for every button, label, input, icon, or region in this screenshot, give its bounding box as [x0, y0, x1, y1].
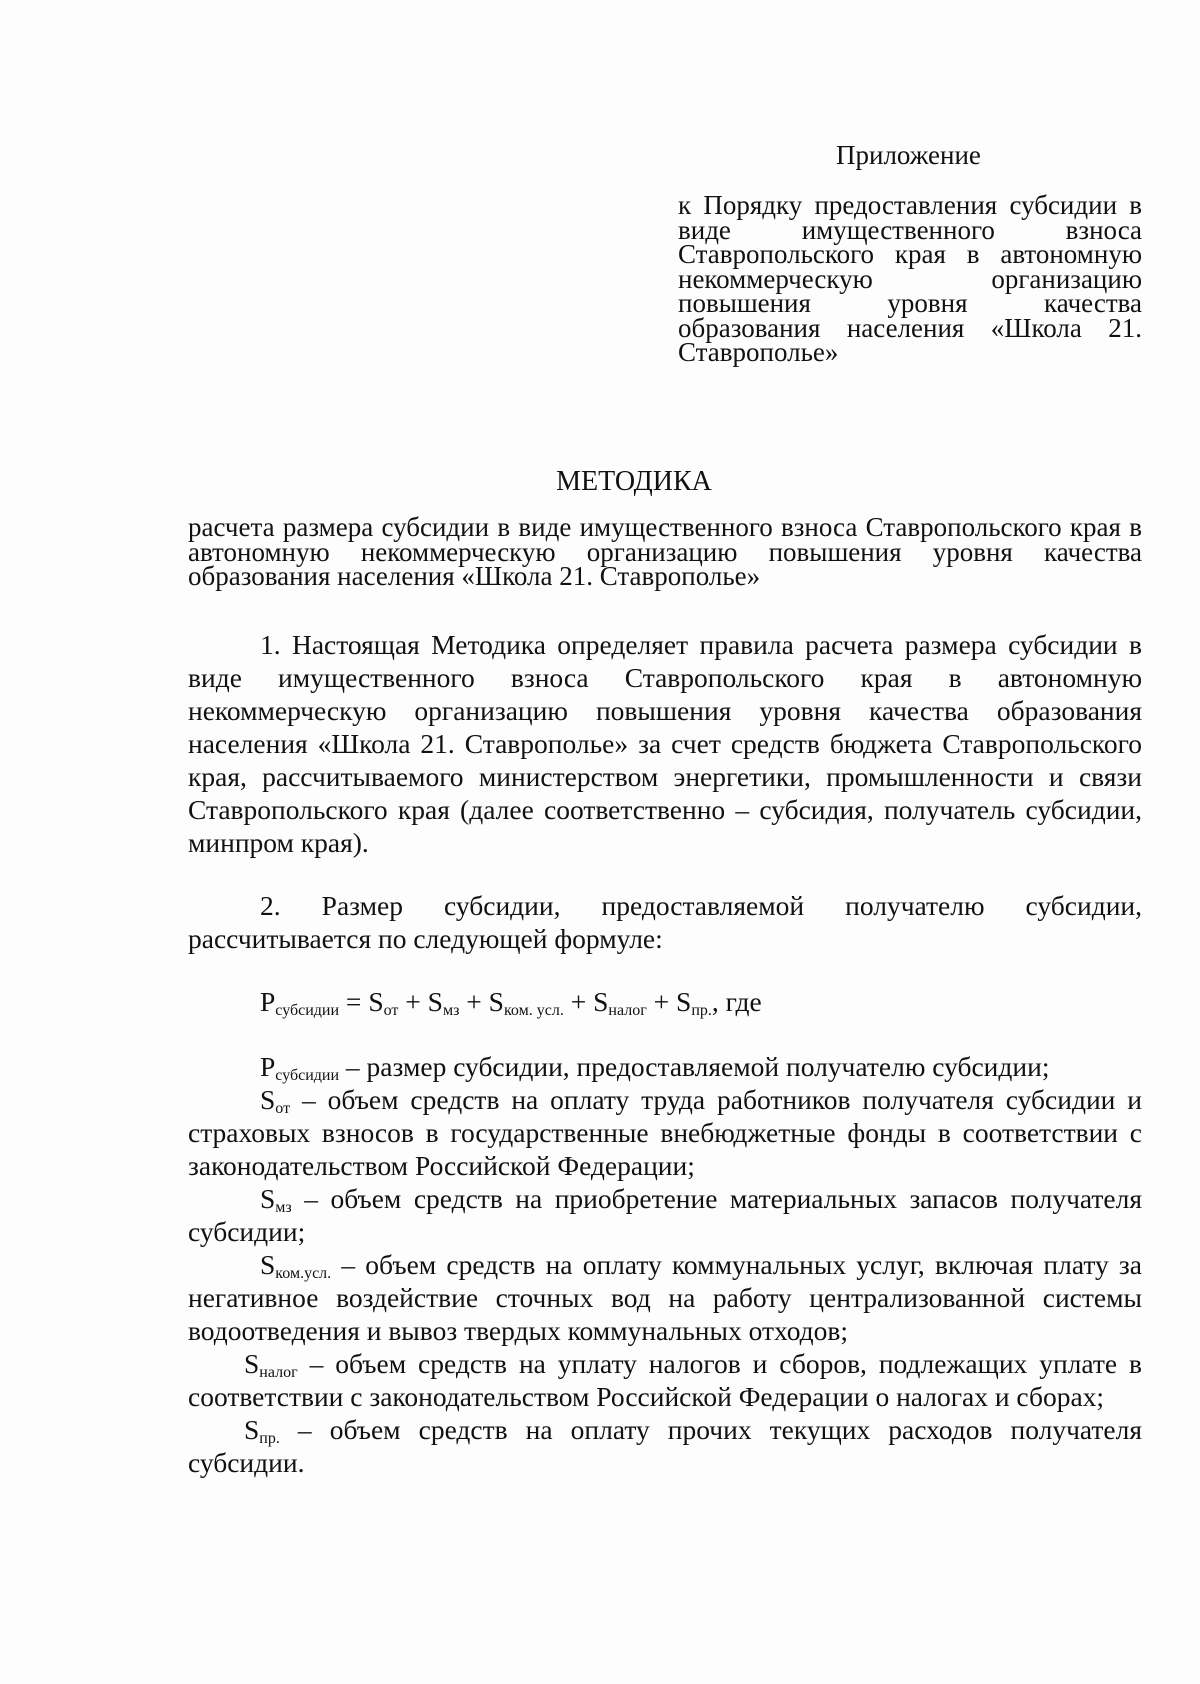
definition-s-kom-usl: [188, 1248, 1142, 1347]
definition-s-nalog: [188, 1347, 1142, 1413]
definition-s-mz: [188, 1182, 1142, 1248]
formula-plus: +: [398, 986, 428, 1017]
formula-term-ot: [368, 986, 398, 1017]
definition-symbol: S: [260, 1084, 276, 1115]
definition-subscript: субсидии: [275, 1067, 340, 1084]
definition-text: – объем средств на уплату налогов и сборов, подлежащих уплате в соответствии с законодательством Российской Федерации о налогах и сборах;: [188, 1348, 1142, 1412]
definition-s-ot: [188, 1083, 1142, 1182]
formula-term-symbol: S: [488, 986, 504, 1017]
formula-plus: +: [563, 986, 594, 1017]
definition-text: – объем средств на приобретение материальных запасов получателя субсидии;: [188, 1183, 1142, 1247]
definition-subscript: налог: [259, 1364, 298, 1381]
formula-term-subscript: налог: [608, 1002, 647, 1019]
definition-subscript: пр.: [259, 1430, 280, 1447]
definition-text: – размер субсидии, предоставляемой получателю субсидии;: [339, 1051, 1050, 1082]
definition-text: – объем средств на оплату труда работников получателя субсидии и страховых взносов в государственные внебюджетные фонды в соответствии с законодательством Российской Федерации;: [188, 1084, 1142, 1181]
formula-term-subscript: пр.: [691, 1002, 712, 1019]
formula-term-symbol: S: [427, 986, 443, 1017]
document-subtitle: расчета размера субсидии в виде имущественного взноса Ставропольского края в автономную некоммерческую организацию повышения уровня качества образования населения «Школа 21. Ставрополье»: [188, 512, 1142, 591]
definition-p-subsidy: [188, 1050, 1142, 1083]
formula-term-subscript: от: [383, 1002, 399, 1019]
definition-symbol: S: [244, 1414, 260, 1445]
formula-equals: =: [339, 986, 369, 1017]
definition-s-pr: [188, 1413, 1142, 1479]
definitions-list: [188, 1050, 1142, 1479]
definition-symbol: S: [260, 1249, 276, 1280]
definition-subscript: ком.усл.: [275, 1265, 332, 1282]
formula-term-subscript: мз: [442, 1002, 460, 1019]
paragraph-2: 2. Размер субсидии, предоставляемой получателю субсидии, рассчитывается по следующей формуле:: [188, 890, 1142, 954]
definition-text: – объем средств на оплату прочих текущих расходов получателя субсидии.: [188, 1414, 1142, 1478]
formula-result-symbol: P: [260, 986, 276, 1017]
definition-subscript: от: [275, 1100, 291, 1117]
definition-symbol: P: [260, 1051, 276, 1082]
paragraph-1: 1. Настоящая Методика определяет правила расчета размера субсидии в виде имущественного взноса Ставропольского края в автономную некоммерческую организацию повышения уровня качества образования населения «Школа 21. Ставрополье» за счет средств бюджета Ставропольского края, рассчитываемого министерством энергетики, промышленности и связи Ставропольского края (далее соответственно – субсидия, получатель субсидии, минпром края).: [188, 629, 1142, 858]
formula-plus: +: [459, 986, 489, 1017]
formula-term-symbol: S: [368, 986, 384, 1017]
formula-term-kom-usl: [489, 986, 564, 1017]
formula-plus: +: [646, 986, 677, 1017]
appendix-text: к Порядку предоставления субсидии в виде имущественного взноса Ставропольского края в автономную некоммерческую организацию повышения уровня качества образования населения «Школа 21. Ставрополье»: [678, 190, 1142, 367]
formula-term-pr: [676, 986, 712, 1017]
subsidy-formula: [260, 985, 762, 1018]
definition-text: – объем средств на оплату коммунальных услуг, включая плату за негативное воздействие сточных вод на работу централизованной системы водоотведения и вывоз твердых коммунальных отходов;: [188, 1249, 1142, 1346]
definition-subscript: мз: [275, 1199, 292, 1216]
formula-term-symbol: S: [593, 986, 609, 1017]
definition-symbol: S: [244, 1348, 260, 1379]
document-title: МЕТОДИКА: [556, 466, 712, 497]
formula-suffix: , где: [711, 986, 762, 1017]
formula-term-mz: [428, 986, 460, 1017]
appendix-title: Приложение: [836, 140, 981, 170]
formula-term-nalog: [593, 986, 647, 1017]
definition-symbol: S: [260, 1183, 276, 1214]
formula-result: [260, 986, 339, 1017]
formula-result-subscript: субсидии: [275, 1002, 340, 1019]
formula-term-subscript: ком. усл.: [503, 1002, 564, 1019]
formula-term-symbol: S: [676, 986, 692, 1017]
